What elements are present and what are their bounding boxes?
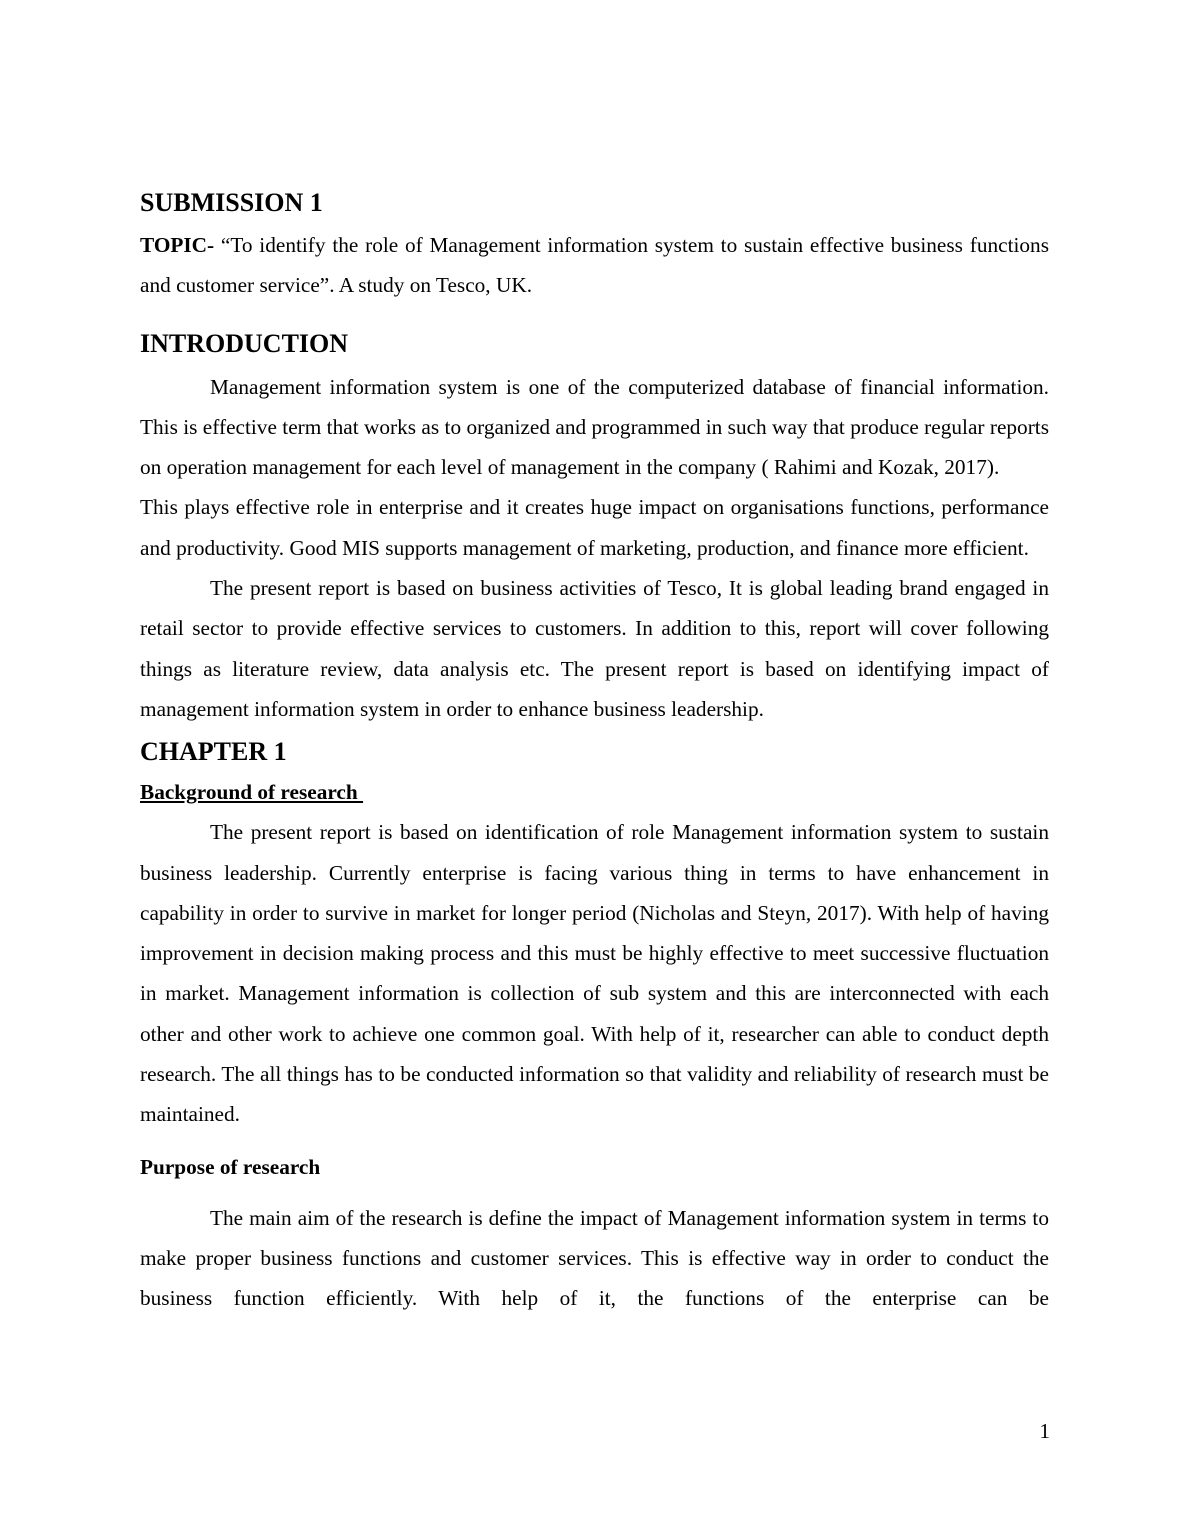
background-paragraph: The present report is based on identification of role Management information system to sustain business leadership. Currently enterprise is facing various thing in terms to have enhancement in capability in order to survive in market for longer period (Nicholas and Steyn, 2017). With help of having improvement in decision making process and this must be highly effective to meet successive fluctuation in market. Management information is collection of sub system and this are interconnected with each other and other work to achieve one common goal. With help of it, researcher can able to conduct depth research. The all things has to be conducted information so that validity and reliability of research must be maintained. [140,820,1049,1127]
background-heading: Background of research [140,780,364,805]
page-content [140,183,1049,1319]
purpose-paragraph: The main aim of the research is define the impact of Management information system in terms to make proper business functions and customer services. This is effective way in order to conduct the business function efficiently. With help of it, the functions of the enterprise can be [140,1205,1049,1311]
intro-paragraph-1: Management information system is one of the computerized database of financial information. This is effective term that works as to organized and programmed in such way that produce regular reports on operation management for each level of management in the company ( Rahimi and Kozak, 2017). [140,374,1049,480]
topic-text: “To identify the role of Management information system to sustain effective business functions and customer service”. A study on Tesco, UK. [140,233,1049,298]
intro-paragraph-2: This plays effective role in enterprise and it creates huge impact on organisations functions, performance and productivity. Good MIS supports management of marketing, production, and finance more efficient. [140,495,1049,560]
purpose-heading: Purpose of research [140,1154,321,1179]
introduction-heading: INTRODUCTION [140,328,349,358]
chapter-heading: CHAPTER 1 [140,737,287,767]
submission-heading: SUBMISSION 1 [140,188,323,217]
topic-label: TOPIC- [140,233,215,257]
intro-paragraph-3: The present report is based on business activities of Tesco, It is global leading brand engaged in retail sector to provide effective services to customers. In addition to this, report will cover following things as literature review, data analysis etc. The present report is based on identifying impact of management information system in order to enhance business leadership. [140,576,1049,721]
page-number: 1 [1039,1419,1050,1443]
topic-paragraph [140,225,1049,306]
